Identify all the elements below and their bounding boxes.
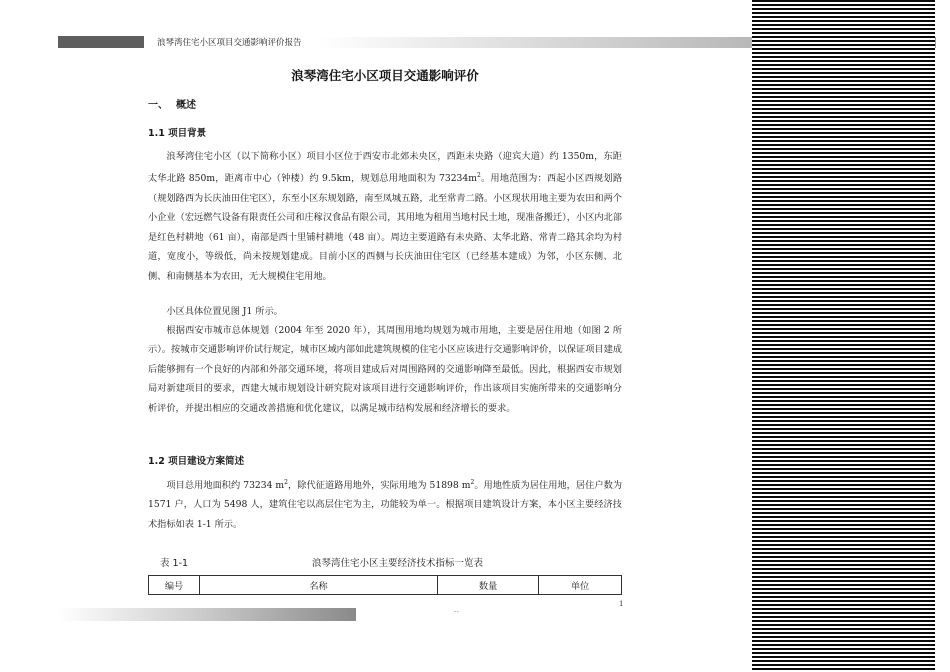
economic-indicators-table — [148, 575, 622, 595]
table-header-cell: 单位 — [539, 576, 622, 595]
table-header-row — [149, 576, 622, 595]
paragraph-text: 项目总用地面积约 73234 m — [166, 480, 285, 492]
paragraph-text: 浪琴湾住宅小区（以下简称小区）项目小区位于西安市北郊未央区，西距未央路（迎宾大道）约 1350m，东距太华北路 850m，距离市中心（钟楼）约 9.5km，规划总用地面积为 73234m — [148, 151, 622, 185]
paragraph-construction-plan — [148, 473, 622, 534]
table-header-cell: 编号 — [149, 576, 200, 595]
paragraph-location-figure: 小区具体位置见图 J1 所示。 — [166, 306, 283, 317]
footer-gradient-bar — [58, 608, 356, 621]
footer-mark: -- — [454, 608, 459, 616]
table-header-cell: 名称 — [200, 576, 438, 595]
table-title: 浪琴湾住宅小区主要经济技术指标一览表 — [312, 558, 484, 569]
subsection-heading-1-1: 1.1 项目背景 — [148, 128, 207, 139]
document-title: 浪琴湾住宅小区项目交通影响评价 — [291, 68, 479, 83]
section-heading-1 — [148, 96, 196, 111]
striped-margin-decoration — [752, 0, 935, 672]
running-header-title: 浪琴湾住宅小区项目交通影响评价报告 — [157, 38, 302, 48]
section-title: 概述 — [176, 100, 196, 111]
section-number: 一、 — [148, 100, 168, 111]
page-number: 1 — [619, 600, 624, 608]
subsection-heading-1-2: 1.2 项目建设方案简述 — [148, 456, 245, 467]
paragraph-text: ，除代征道路用地外，实际用地为 51898 m — [287, 480, 471, 492]
superscript: 2 — [476, 172, 481, 180]
superscript: 2 — [284, 479, 288, 486]
superscript: 2 — [470, 479, 475, 486]
paragraph-project-background — [148, 147, 622, 286]
paragraph-text: 。用地范围为：西起小区西规划路（规划路西为长庆油田住宅区），东至小区东规划路，南至凤城五路，北至常青二路。小区现状用地主要为农田和两个小企业（宏远燃气设备有限责任公司和庄稼汉食品有限公司，其用地为租用当地村民土地，现准备搬迁），小区内北部是红色村耕地（61 亩），南部是西十里铺村耕地（48 亩）。周边主要道路有未央路、太华北路、常青二路其余均为村道，宽度小，等级低，尚未按规划建成。目前小区的西侧与长庆油田住宅区（已经基本建成）为邻，小区东侧、北侧、和南侧基本为农田，无大规模住宅用地。 — [148, 173, 623, 282]
paragraph-planning: 根据西安市城市总体规划（2004 年至 2020 年），其周围用地均规划为城市用地，主要是居住用地（如图 2 所示）。按城市交通影响评价试行规定，城市区域内部如此建筑规模的住宅小区应该进行交通影响评价，以保证项目建成后能够拥有一个良好的内部和外部交通环境，将项目建成后对周围路网的交通影响降至最低。因此，根据西安市规划局对新建项目的要求，西建大城市规划设计研究院对该项目进行交通影响评价，作出该项目实施所带来的交通影响分析评价，并提出相应的交通改善措施和优化建议，以满足城市结构发展和经济增长的要求。 — [148, 325, 622, 414]
table-header-cell: 数量 — [438, 576, 539, 595]
table-number: 表 1-1 — [160, 558, 189, 569]
paragraph-text: 。用地性质为居住用地，居住户数为 1571 户，人口为 5498 人，建筑住宅以高层住宅为主，功能较为单一。根据项目建筑设计方案，本小区主要经济技术指标如表 1-1 所示。 — [148, 480, 623, 530]
header-dark-bar — [58, 36, 144, 48]
